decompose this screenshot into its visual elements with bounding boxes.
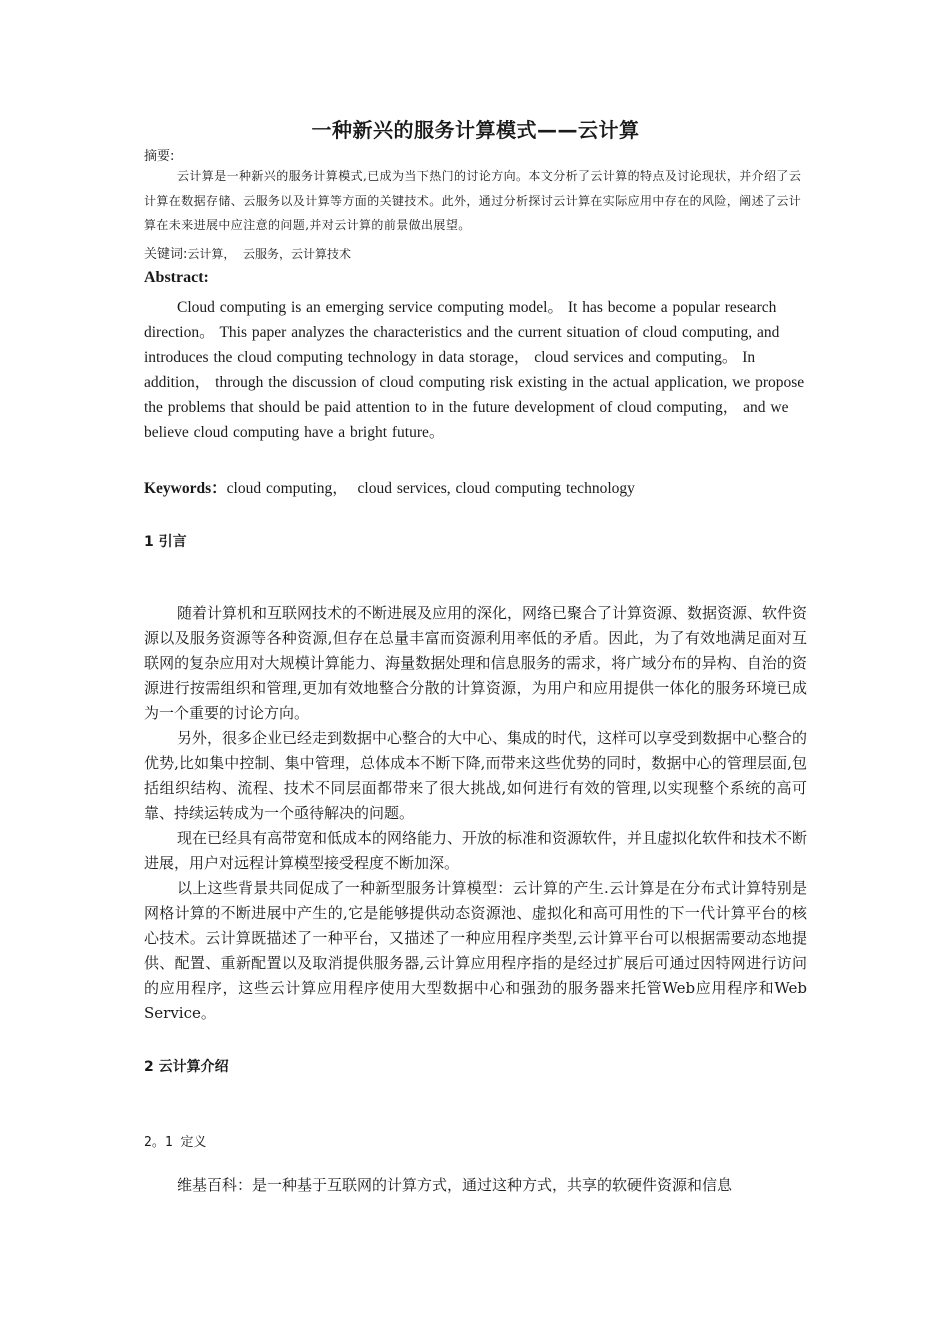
keywords-cn-value: 云计算， 云服务，云计算技术 — [187, 247, 352, 261]
section-1-heading: 1 引言 — [144, 534, 187, 550]
section-1-paragraph: 另外，很多企业已经走到数据中心整合的大中心、集成的时代，这样可以享受到数据中心整合的优势,比如集中控制、集中管理，总体成本不断下降,而带来这些优势的同时，数据中心的管理层面,包括组织结构、流程、技术不同层面都带来了很大挑战,如何进行有效的管理,以实现整个系统的高可靠、持续运转成为一个亟待解决的问题。 — [144, 729, 808, 822]
document-page — [144, 0, 807, 1344]
abstract-cn-text: 云计算是一种新兴的服务计算模式,已成为当下热门的讨论方向。本文分析了云计算的特点及讨论现状，并介绍了云计算在数据存储、云服务以及计算等方面的关键技术。此外，通过分析探讨云计算在实际应用中存在的风险，阐述了云计算在未来进展中应注意的问题,并对云计算的前景做出展望。 — [144, 169, 802, 232]
keywords-en-value: cloud computing， cloud services, cloud computing technology — [226, 480, 635, 497]
section-1-paragraph: 随着计算机和互联网技术的不断进展及应用的深化，网络已聚合了计算资源、数据资源、软件资源以及服务资源等各种资源,但存在总量丰富而资源利用率低的矛盾。因此，为了有效地满足面对互联网的复杂应用对大规模计算能力、海量数据处理和信息服务的需求，将广域分布的异构、自治的资源进行按需组织和管理,更加有效地整合分散的计算资源，为用户和应用提供一体化的服务环境已成为一个重要的讨论方向。 — [144, 604, 808, 722]
keywords-en-label: Keywords： — [144, 480, 227, 497]
abstract-en-label: Abstract: — [144, 269, 209, 286]
abstract-cn-label: 摘要: — [144, 149, 175, 164]
keywords-cn — [144, 243, 351, 262]
section-2-heading: 2 云计算介绍 — [144, 1059, 229, 1075]
section-2-1-body — [144, 1173, 807, 1198]
section-1-body — [144, 601, 807, 1026]
keywords-en — [144, 476, 807, 501]
section-1-paragraph: 现在已经具有高带宽和低成本的网络能力、开放的标准和资源软件，并且虚拟化软件和技术不断进展，用户对远程计算模型接受程度不断加深。 — [144, 829, 808, 872]
keywords-cn-label: 关键词: — [144, 247, 188, 262]
section-1-paragraph: 以上这些背景共同促成了一种新型服务计算模型：云计算的产生.云计算是在分布式计算特别是网格计算的不断进展中产生的,它是能够提供动态资源池、虚拟化和高可用性的下一代计算平台的核心技术。云计算既描述了一种平台，又描述了一种应用程序类型,云计算平台可以根据需要动态地提供、配置、重新配置以及取消提供服务器,云计算应用程序指的是经过扩展后可通过因特网进行访问的应用程序，这些云计算应用程序使用大型数据中心和强劲的服务器来托管Web应用程序和Web Service。 — [144, 879, 807, 1022]
page-title: 一种新兴的服务计算模式——云计算 — [311, 118, 640, 142]
section-2-1-paragraph: 维基百科：是一种基于互联网的计算方式，通过这种方式，共享的软硬件资源和信息 — [177, 1176, 733, 1194]
section-2-1-heading: 2。1 定义 — [144, 1135, 207, 1150]
abstract-en-text: Cloud computing is an emerging service computing model。 It has become a popular research direction。 This paper analyzes the characteristics and the current situation of cloud computing, and introduces the cloud computing technology in data storage， cloud services and computing。 In addition， through the discussion of cloud computing risk existing in the actual application, we propose the problems that should be paid attention to in the future development of cloud computing， and we believe cloud computing have a bright future。 — [144, 299, 805, 441]
